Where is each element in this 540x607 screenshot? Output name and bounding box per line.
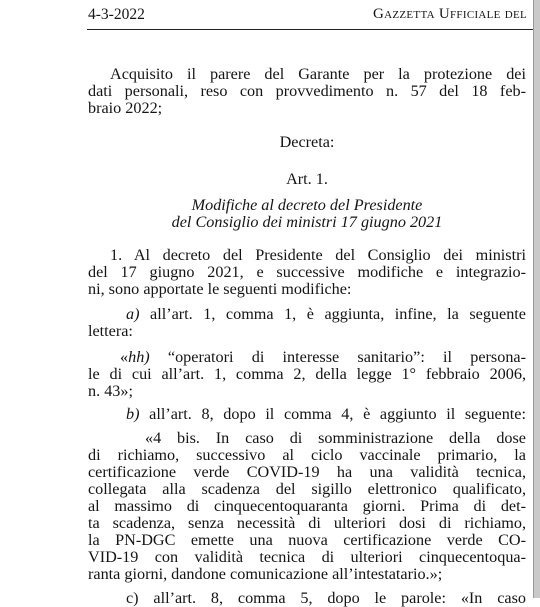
- item-b-quote-line-7: la PN-DGC emette una nuova certificazione verde CO-: [88, 531, 526, 549]
- header-rule: [87, 29, 537, 30]
- item-b-marker: b): [126, 405, 140, 423]
- item-c-partial-line: c) all’art. 8, comma 5, dopo le parole: «In caso: [126, 589, 526, 607]
- article-title-line-2: del Consiglio dei ministri 17 giugno 2021: [171, 213, 443, 231]
- item-a-quote-line-3: n. 43»;: [88, 382, 133, 400]
- item-a-line-2: lettera:: [88, 322, 133, 340]
- header-date: 4-3-2022: [88, 6, 145, 23]
- paragraph1-line-2: del 17 giugno 2021, e successive modifiche e integrazio-: [88, 263, 526, 281]
- item-b-quote-line-2: di richiamo, successivo al ciclo vaccinale primario, la: [88, 446, 526, 464]
- item-a-quote-line-2: le di cui all’art. 1, comma 2, della legge 1° febbraio 2006,: [88, 365, 526, 383]
- paragraph1-line-1: 1. Al decreto del Presidente del Consiglio dei ministri: [110, 246, 526, 264]
- item-a-quote-line-1: [88, 349, 526, 366]
- item-a-line-1: [88, 306, 526, 323]
- item-a-quote-marker: hh): [128, 348, 150, 366]
- item-a-marker: a): [126, 305, 140, 323]
- article-number: Art. 1.: [286, 170, 328, 188]
- item-b-text: all’art. 8, dopo il comma 4, è aggiunto il seguente:: [139, 405, 526, 423]
- paragraph1-line-3: ni, sono apportate le seguenti modifiche:: [88, 280, 352, 298]
- item-b-quote-line-5: al massimo di cinquecentoquaranta giorni. Prima di det-: [88, 497, 526, 515]
- viewer-frame-edge: [533, 0, 540, 598]
- article-title-line-1: Modifiche al decreto del Presidente: [191, 196, 423, 214]
- item-b-line-1: [88, 406, 526, 423]
- item-a-quote-text: “operatori di interesse sanitario”: il persona-: [149, 348, 526, 366]
- preamble-line-2: dati personali, reso con provvedimento n. 57 del 18 feb-: [88, 82, 526, 100]
- item-b-quote-line-3: certificazione verde COVID-19 ha una validità tecnica,: [88, 463, 526, 481]
- preamble-line-3: braio 2022;: [88, 99, 163, 117]
- item-a-text: all’art. 1, comma 1, è aggiunta, infine, la seguente: [139, 305, 526, 323]
- item-b-quote-line-6: ta scadenza, senza necessità di ulteriori dosi di richiamo,: [88, 514, 526, 532]
- item-b-quote-line-4: collegata alla scadenza del sigillo elettronico qualificato,: [88, 480, 526, 498]
- decree-heading: Decreta:: [279, 133, 335, 151]
- item-a-quote-open: «: [120, 348, 129, 366]
- header-publication: Gazzetta Ufficiale del: [373, 6, 528, 22]
- preamble-line-1: Acquisito il parere del Garante per la protezione dei: [110, 65, 526, 83]
- item-b-quote-line-1: «4 bis. In caso di somministrazione della dose: [145, 429, 526, 447]
- item-b-quote-line-8: VID-19 con validità tecnica di ulteriori cinquecentoqua-: [88, 548, 526, 566]
- item-b-quote-line-9: ranta giorni, dandone comunicazione all’intestatario.»;: [88, 565, 443, 583]
